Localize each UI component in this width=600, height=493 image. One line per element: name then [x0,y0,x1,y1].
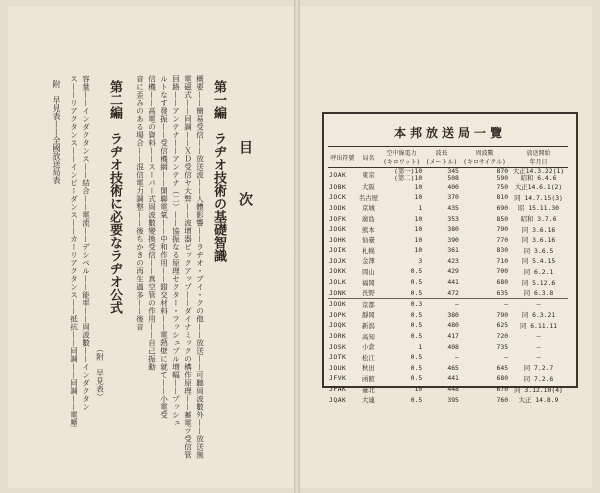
table-cell: 850 [496,214,509,223]
table-cell: 同 6.11.11 [519,321,558,330]
table-cell: 3 [418,256,423,265]
table-cell: — [536,342,541,351]
table-cell: 同 3.12.10(4) [514,385,563,394]
table-row [328,256,568,267]
table-cell: 710 [496,256,509,265]
table-cell: 400 [447,182,459,191]
table-cell: 靜岡 [362,311,375,320]
table-cell: — [460,298,509,309]
table-cell: JOFK [329,214,347,223]
column-header: 周波數 (キロサイクル) [460,147,509,168]
part1-item: 概要——簡易受信——放送波——人體影響——ラヂオ・ブイ・クの他——放送——可聽周波數外——放送無 [195,75,205,459]
table-cell: 390 [447,235,459,244]
table-cell: 690 [496,203,509,212]
table-cell: 435 [447,203,459,212]
table-cell: 417 [447,332,459,341]
column-header: 呼出符號 [328,147,357,168]
table-row [328,341,568,352]
table-cell: 750 [496,182,509,191]
table-row [328,352,568,363]
table-cell: 同 3.6.5 [523,246,554,255]
table-cell: 金澤 [362,257,375,266]
table-cell: JOOK [328,298,357,309]
table-cell: 同 6.3.21 [521,311,556,320]
appendix-line: 附 早見表——全國放送局表 [52,80,61,184]
part2-title: 第二編 ラヂオ技術に必要なラヂオ公式 [107,80,122,314]
table-row [328,266,568,277]
table-cell: 函館 [362,374,375,383]
table-title: 本邦放送局一覽 [393,126,506,140]
table-row [328,192,568,203]
table-cell: 0.5 [410,310,423,319]
table-cell: 新潟 [362,321,375,330]
table-cell: 10 [414,235,423,244]
table-cell: 790 [496,225,509,234]
table-cell: 0.5 [410,353,423,362]
table-cell: 441 [447,278,459,287]
table-cell: 0.5 [410,332,423,341]
table-cell: 423 [447,256,459,265]
table-cell: 380 [447,310,459,319]
table-cell: 700 [496,267,509,276]
part2-item: ス——リアクタンス——インピーダンス——カーリアクタンス——抵抗——同調——同調——電壓 [69,75,79,427]
table-cell: JOQK [329,321,347,330]
table-row [328,287,568,298]
part1-title: 第一編 ラヂオ技術の基礎智識 [211,80,226,262]
table-cell: 770 [496,235,509,244]
column-header: 局名 [357,147,380,168]
table-cell: 625 [496,321,509,330]
table-row [328,320,568,331]
table-cell: JOBK [329,182,347,191]
table-row [328,298,568,309]
table-cell: 0.5 [410,267,423,276]
table-cell: 同 3.6.16 [521,236,556,245]
table-cell: 645 [496,363,509,372]
table-cell: 760 [496,395,509,404]
table-cell: 10 [414,193,423,202]
table-cell: 大阪 [362,183,375,192]
table-cell: — [504,353,509,362]
table-row [328,384,568,395]
table-row [328,168,568,182]
table-cell: JOAK [329,170,347,179]
table-cell: 353 [447,214,459,223]
table-cell: JOKK [329,267,347,276]
table-cell: 昭和 3.7.6 [520,215,557,224]
table-cell: JOJK [329,256,347,265]
table-cell: 大正 14.8.9 [518,396,559,405]
table-cell: 370 [447,193,459,202]
table-row [328,234,568,245]
column-header: 放送開始 年月日 [509,147,568,168]
table-row [328,277,568,288]
table-cell: 448 [447,385,459,394]
table-cell: 0.5 [410,288,423,297]
table-cell: 1 [418,203,423,212]
table-cell: JQAK [329,395,347,404]
table-cell: 同 6.2.1 [523,267,554,276]
table-cell: 870 590 [496,167,509,182]
table-cell: 福岡 [362,278,375,287]
table-cell: JODK [329,203,347,212]
part1-item: ルトなす發振——受信機網——開聯電氣——中和作用——錯交材料——電熱壁に就て——小電受 [159,75,169,419]
part1-item: 電磁式——同調——ＸＤ受信ヤ大弊——波增器ビックアップ——ダイナミックの構作原理——蓄電ツ受信管 [183,75,193,459]
table-cell: 大正14.6.1(2) [514,183,563,192]
table-row [328,224,568,235]
table-cell: JOSK [329,342,347,351]
table-cell: 10 [414,225,423,234]
table-cell: 790 [496,310,509,319]
table-cell: 465 [447,363,459,372]
table-cell: 高知 [362,332,375,341]
station-table [328,146,568,405]
table-cell: 395 [447,395,459,404]
table-row [328,394,568,405]
table-cell: 同 7.2.6 [523,374,554,383]
table-row [328,310,568,321]
table-cell: 同 3.6.16 [521,225,556,234]
table-cell: 0.3 [380,298,423,309]
table-cell: 0.5 [410,363,423,372]
table-cell: 昭 15.11.30 [518,204,560,213]
table-cell: 680 [496,374,509,383]
part1-item: 回路——アンテナ——アンテナ（二）——協振なる原理セクター・フッシュプル増幅——プッシュ [171,75,181,427]
table-cell: 10 [414,385,423,394]
table-cell: 同 5.12.6 [521,278,556,287]
table-cell: 仙臺 [362,236,375,245]
table-cell: 10 [414,182,423,191]
table-cell: 429 [447,267,459,276]
table-cell: 10 [414,246,423,255]
table-cell: — [509,298,568,309]
table-cell: 京城 [362,204,375,213]
table-cell: JOIK [329,246,347,255]
table-cell: 635 [496,288,509,297]
table-cell: 0.5 [410,321,423,330]
table-cell: JOPK [329,310,347,319]
table-cell: 0.5 [410,395,423,404]
table-cell: JOLK [329,278,347,287]
column-header: 空中線電力 (キロワット) [380,147,423,168]
table-row [328,203,568,214]
table-cell: — [455,353,459,362]
table-cell: 長野 [362,289,375,298]
table-cell: 10 [414,214,423,223]
table-row [328,181,568,192]
part1-item: 信機——高電の資料——スーパー式周波數變換受信——真空管の作用——自己振動 [147,75,157,371]
table-cell: 同 5.4.15 [521,257,556,266]
table-cell: 岡山 [362,267,375,276]
table-cell: 361 [447,246,459,255]
table-cell: 345 508 [447,167,459,182]
table-cell: 480 [447,321,459,330]
table-cell: JOCK [329,193,347,202]
table-cell: JONK [329,288,347,297]
part2-subtitle: （附 早見表） [95,345,105,401]
table-cell: JOUK [329,363,347,372]
table-cell: — [423,298,460,309]
table-cell: 830 [496,246,509,255]
table-cell: 0.5 [410,374,423,383]
table-cell: 臺北 [362,385,375,394]
table-cell: 大正14.3.22(1) 昭和 6.4.6 [512,167,565,182]
table-header-row [328,147,568,168]
table-cell: JOHK [329,235,347,244]
table-cell: 810 [496,193,509,202]
table-cell: — [536,353,541,362]
table-cell: 472 [447,288,459,297]
table-cell: JFAK [329,385,347,394]
table-row [328,245,568,256]
table-cell: 同 6.3.8 [523,289,554,298]
table-row [328,363,568,374]
table-cell: 小倉 [362,343,375,352]
table-cell: 680 [496,278,509,287]
table-cell: 札幌 [362,246,375,255]
table-cell: 380 [447,225,459,234]
table-cell: JOTK [329,353,347,362]
table-cell: 廣島 [362,215,375,224]
table-row [328,373,568,384]
table-cell: 670 [496,385,509,394]
table-cell: JOGK [329,225,347,234]
table-cell: 京都 [357,298,380,309]
book-gutter [294,0,300,493]
table-cell: 大連 [362,396,375,405]
table-cell: 1 [418,342,423,351]
table-cell: (第一)10 (第二)10 [394,167,423,182]
table-cell: 秋田 [362,364,375,373]
table-cell: 東京 [362,171,375,180]
table-cell: 同 7.2.7 [523,364,554,373]
table-cell: 0.5 [410,278,423,287]
table-cell: 同 14.7.15(3) [514,193,563,202]
table-cell: 720 [496,332,509,341]
table-cell: 441 [447,374,459,383]
table-cell: JORK [329,332,347,341]
table-cell: 408 [447,342,459,351]
table-cell: 名古屋 [358,193,379,202]
toc-heading: 目次 [237,140,253,244]
column-header: 波長 (メートル) [423,147,460,168]
table-cell: 735 [496,342,509,351]
table-cell: 松江 [362,353,375,362]
table-cell: — [536,332,541,341]
table-row [328,213,568,224]
table-cell: 熊本 [362,225,375,234]
part1-item: 音に歪みのある場合——混信電力調整——後ちかきの再生過多——後音 [135,75,145,331]
table-row [328,331,568,342]
table-cell: JFVK [329,374,347,383]
part2-item: 容量——インダクタンス——結合——電流——デシベル——能率——周波數——インダクタン [81,75,91,411]
